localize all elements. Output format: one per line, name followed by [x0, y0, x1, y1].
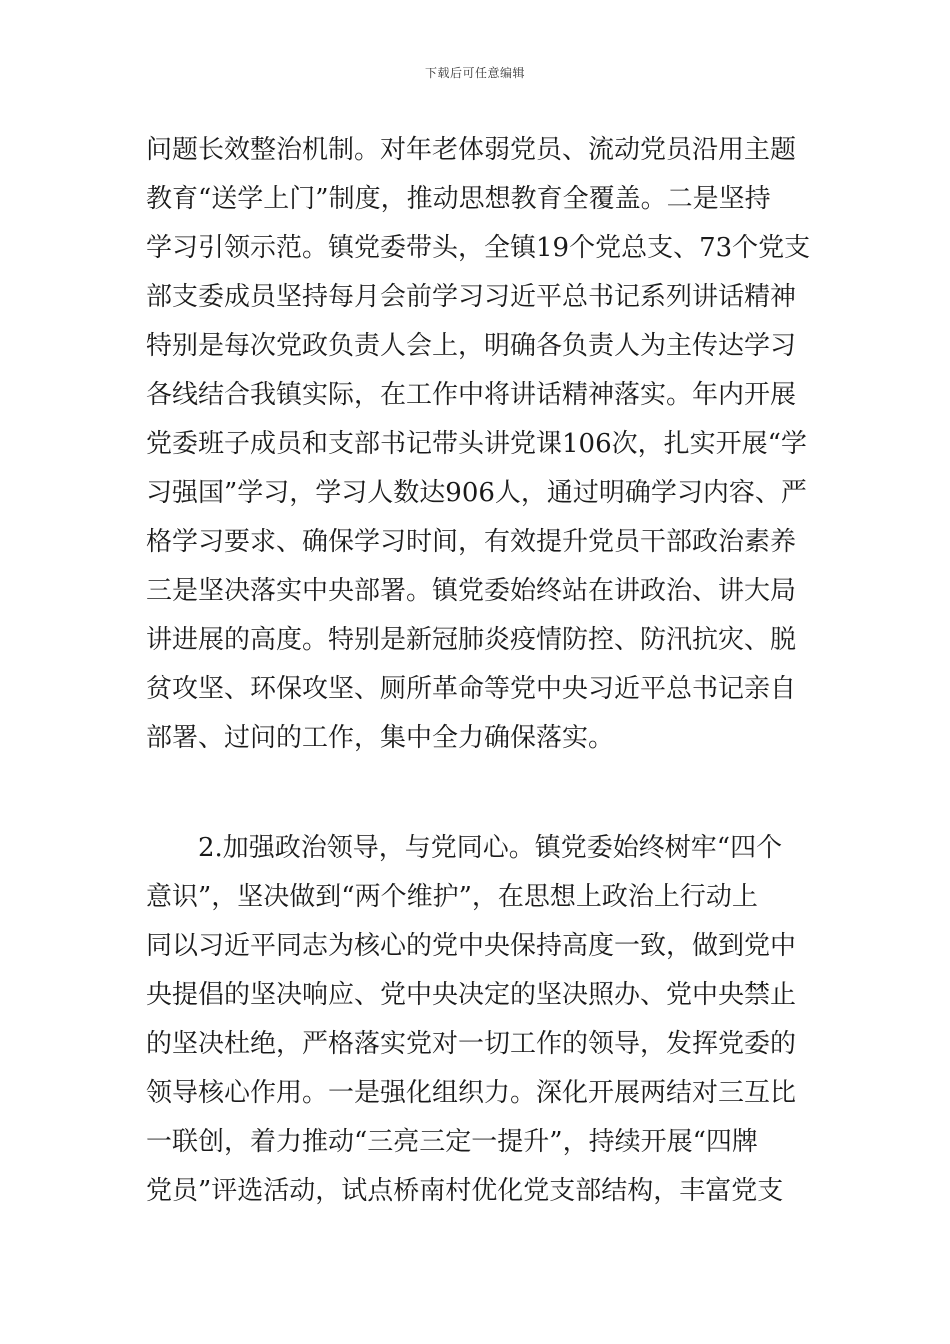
paragraph-2-line: 领导核心作用。一是强化组织力。深化开展两结对三互比 — [146, 1078, 797, 1108]
paragraph-1-line: 部署、过问的工作，集中全力确保落实。 — [146, 723, 615, 753]
paragraph-2-line: 一联创，着力推动“三亮三定一提升”，持续开展“四牌 — [146, 1127, 758, 1157]
paragraph-1-line: 学习引领示范。镇党委带头，全镇19个党总支、73个党支 — [146, 233, 811, 263]
paragraph-1-line: 格学习要求、确保学习时间，有效提升党员干部政治素养 — [146, 527, 797, 557]
paragraph-1-line: 三是坚决落实中央部署。镇党委始终站在讲政治、讲大局 — [146, 576, 797, 606]
paragraph-1-line: 党委班子成员和支部书记带头讲党课106次，扎实开展“学 — [146, 429, 807, 459]
paragraph-1-line: 部支委成员坚持每月会前学习习近平总书记系列讲话精神 — [146, 282, 797, 312]
paragraph-2-line: 同以习近平同志为核心的党中央保持高度一致，做到党中 — [146, 931, 797, 961]
paragraph-2-line: 的坚决杜绝，严格落实党对一切工作的领导，发挥党委的 — [146, 1029, 797, 1059]
paragraph-1-line: 贫攻坚、环保攻坚、厕所革命等党中央习近平总书记亲自 — [146, 674, 797, 704]
paragraph-2-line: 党员”评选活动，试点桥南村优化党支部结构，丰富党支 — [146, 1176, 784, 1206]
paragraph-1-line: 特别是每次党政负责人会上，明确各负责人为主传达学习 — [146, 331, 797, 361]
paragraph-1-line: 习强国”学习，学习人数达906人，通过明确学习内容、严 — [146, 478, 807, 508]
paragraph-2-line: 2.加强政治领导，与党同心。镇党委始终树牢“四个 — [198, 833, 783, 863]
paragraph-1-line: 讲进展的高度。特别是新冠肺炎疫情防控、防汛抗灾、脱 — [146, 625, 797, 655]
paragraph-1 — [146, 126, 826, 763]
paragraph-2-line: 意识”，坚决做到“两个维护”，在思想上政治上行动上 — [146, 882, 758, 912]
paragraph-2-line: 央提倡的坚决响应、党中央决定的坚决照办、党中央禁止 — [146, 980, 797, 1010]
paragraph-2 — [146, 824, 826, 1216]
paragraph-1-line: 教育“送学上门”制度，推动思想教育全覆盖。二是坚持 — [146, 184, 771, 214]
paragraph-1-line: 问题长效整治机制。对年老体弱党员、流动党员沿用主题 — [146, 135, 797, 165]
page-header: 下载后可任意编辑 — [424, 66, 525, 80]
paragraph-1-line: 各线结合我镇实际，在工作中将讲话精神落实。年内开展 — [146, 380, 797, 410]
